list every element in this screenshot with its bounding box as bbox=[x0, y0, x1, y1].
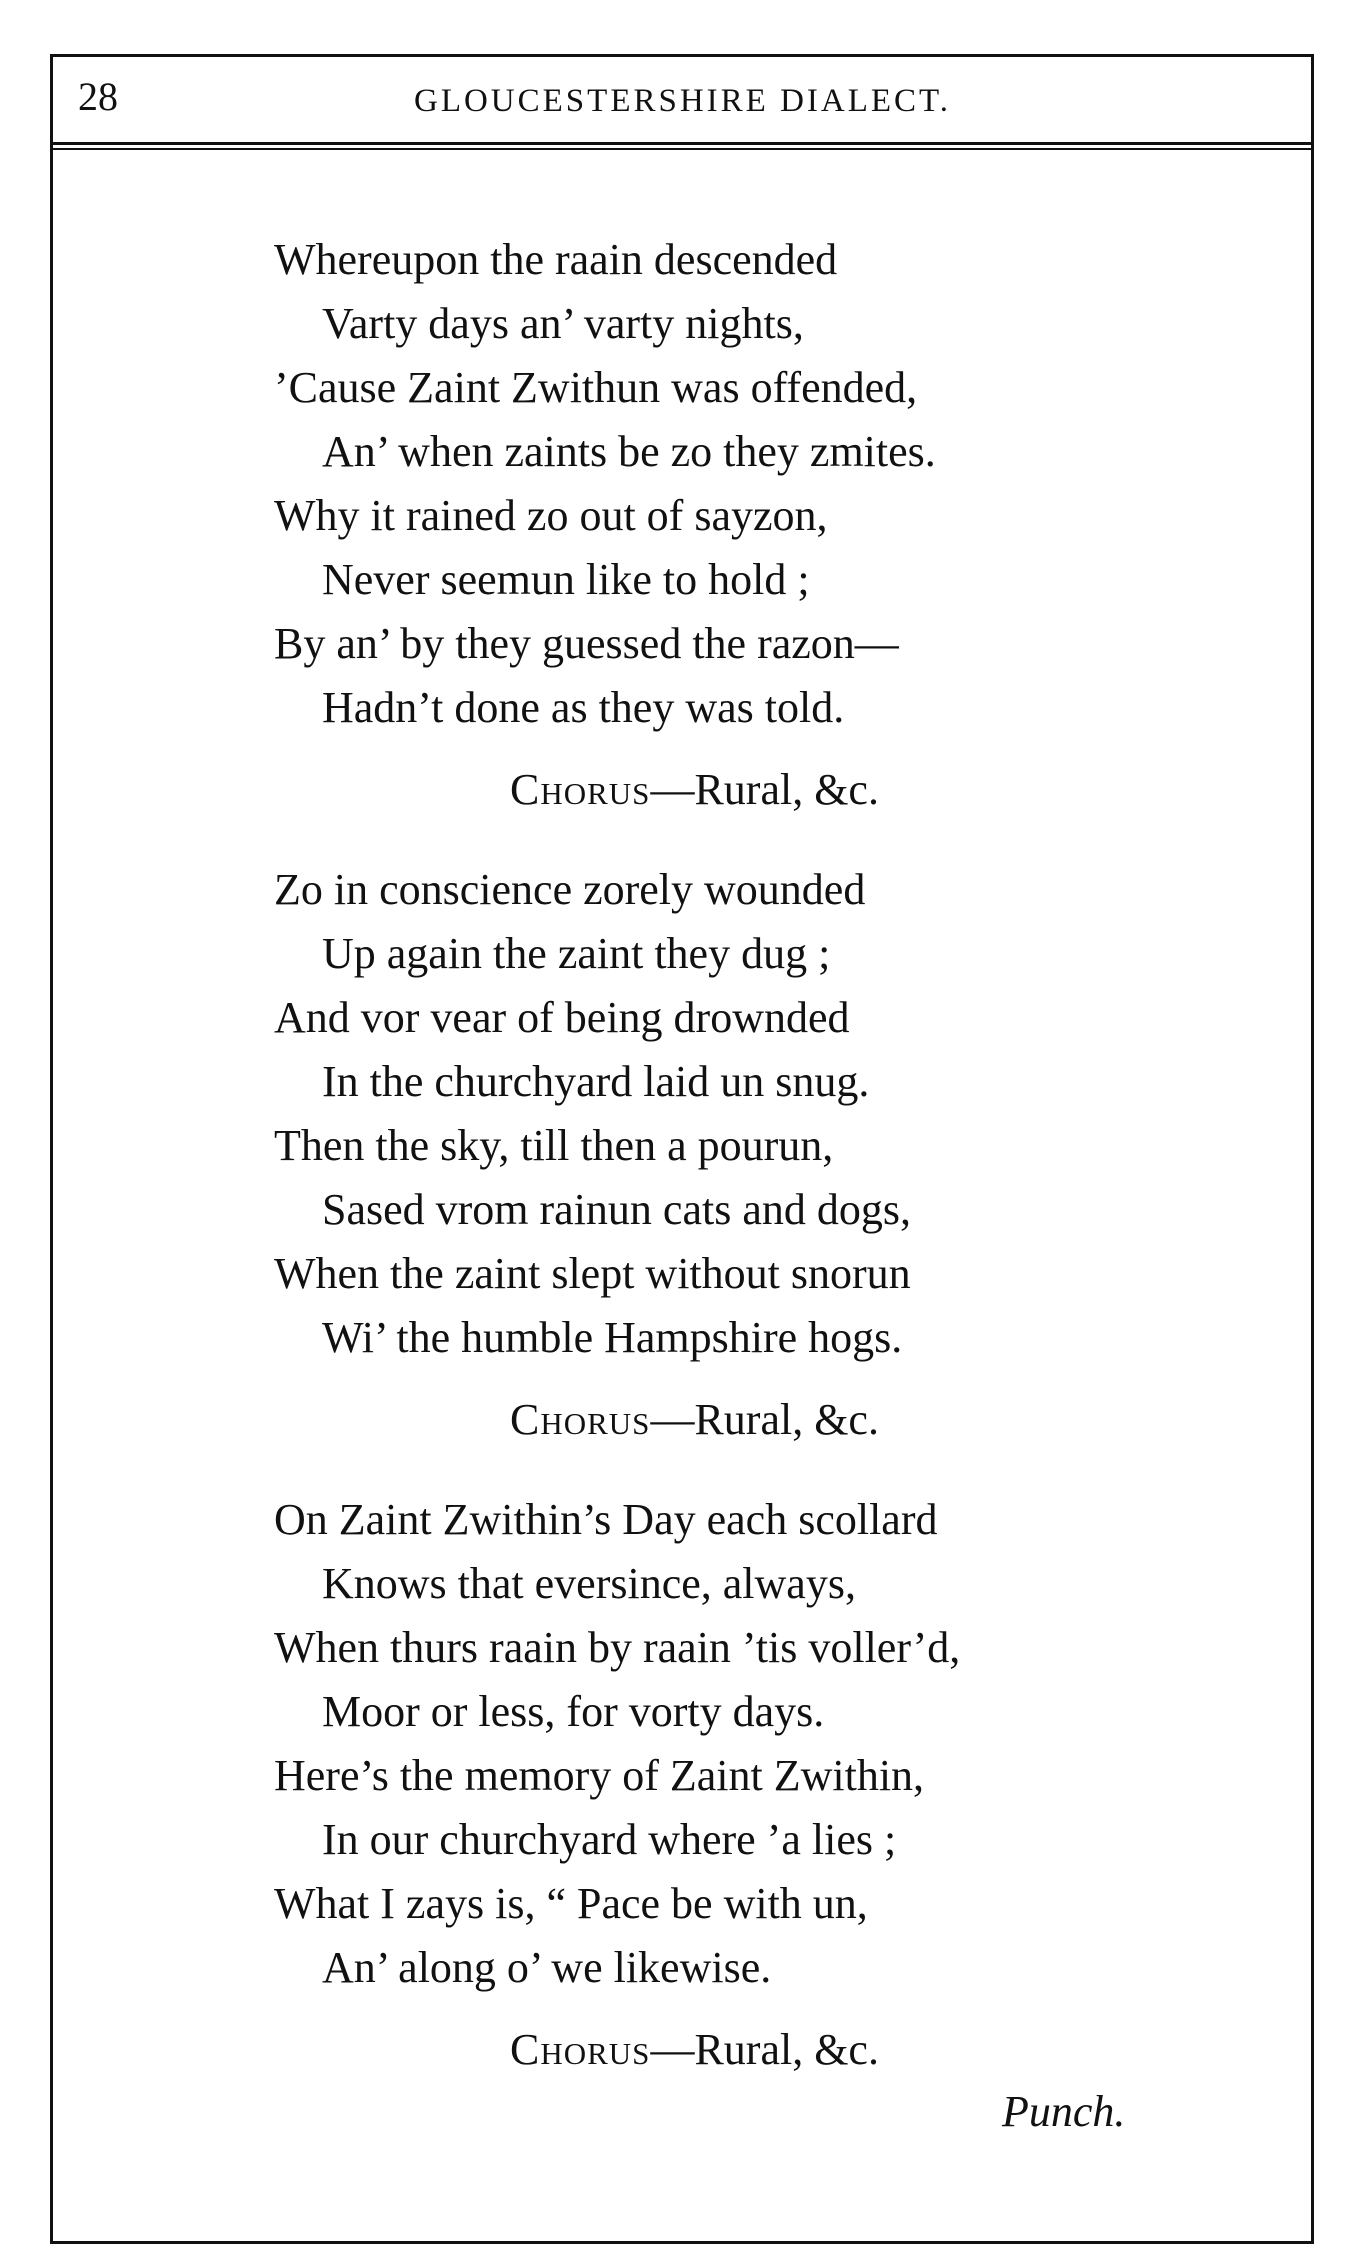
poem-line: Up again the zaint they dug ; bbox=[322, 929, 831, 978]
poem-line: Varty days an’ varty nights, bbox=[322, 299, 804, 348]
header-rule-secondary bbox=[50, 148, 1314, 150]
page-number: 28 bbox=[78, 74, 118, 119]
poem-line: By an’ by they guessed the razon— bbox=[274, 619, 899, 668]
header-rule bbox=[50, 142, 1314, 145]
poem-line: Why it rained zo out of sayzon, bbox=[274, 491, 828, 540]
poem-line: Zo in conscience zorely wounded bbox=[274, 865, 866, 914]
chorus-label: Chorus bbox=[510, 1395, 651, 1444]
poem-line: What I zays is, “ Pace be with un, bbox=[274, 1879, 868, 1928]
poem-line: Wi’ the humble Hampshire hogs. bbox=[322, 1313, 903, 1362]
stanza-1 bbox=[274, 228, 1174, 822]
poem-line: When thurs raain by raain ’tis voller’d, bbox=[274, 1623, 961, 1672]
stanza-3 bbox=[274, 1488, 1174, 2082]
chorus-line bbox=[274, 1388, 1174, 1452]
poem-line: Then the sky, till then a pourun, bbox=[274, 1121, 834, 1170]
chorus-line bbox=[274, 2018, 1174, 2082]
poem-line: ’Cause Zaint Zwithun was offended, bbox=[274, 363, 918, 412]
chorus-label: Chorus bbox=[510, 2025, 651, 2074]
poem-line: An’ along o’ we likewise. bbox=[322, 1943, 772, 1992]
poem-line: And vor vear of being drownded bbox=[274, 993, 850, 1042]
poem-line: An’ when zaints be zo they zmites. bbox=[322, 427, 936, 476]
chorus-text: —Rural, &c. bbox=[650, 765, 879, 814]
poem-line: Knows that eversince, always, bbox=[322, 1559, 856, 1608]
poem-line: On Zaint Zwithin’s Day each scollard bbox=[274, 1495, 938, 1544]
chorus-text: —Rural, &c. bbox=[650, 1395, 879, 1444]
poem bbox=[274, 228, 1174, 2118]
poem-line: Whereupon the raain descended bbox=[274, 235, 838, 284]
poem-line: In the churchyard laid un snug. bbox=[322, 1057, 870, 1106]
poem-line: In our churchyard where ’a lies ; bbox=[322, 1815, 897, 1864]
running-head: GLOUCESTERSHIRE DIALECT. bbox=[413, 83, 952, 119]
poem-line: Never seemun like to hold ; bbox=[322, 555, 810, 604]
stanza-2 bbox=[274, 858, 1174, 1452]
poem-line: Moor or less, for vorty days. bbox=[322, 1687, 825, 1736]
poem-line: Sased vrom rainun cats and dogs, bbox=[322, 1185, 911, 1234]
chorus-line bbox=[274, 758, 1174, 822]
attribution: Punch. bbox=[1002, 2087, 1126, 2136]
poem-line: Here’s the memory of Zaint Zwithin, bbox=[274, 1751, 925, 1800]
poem-line: When the zaint slept without snorun bbox=[274, 1249, 911, 1298]
poem-line: Hadn’t done as they was told. bbox=[322, 683, 845, 732]
chorus-label: Chorus bbox=[510, 765, 651, 814]
chorus-text: —Rural, &c. bbox=[650, 2025, 879, 2074]
